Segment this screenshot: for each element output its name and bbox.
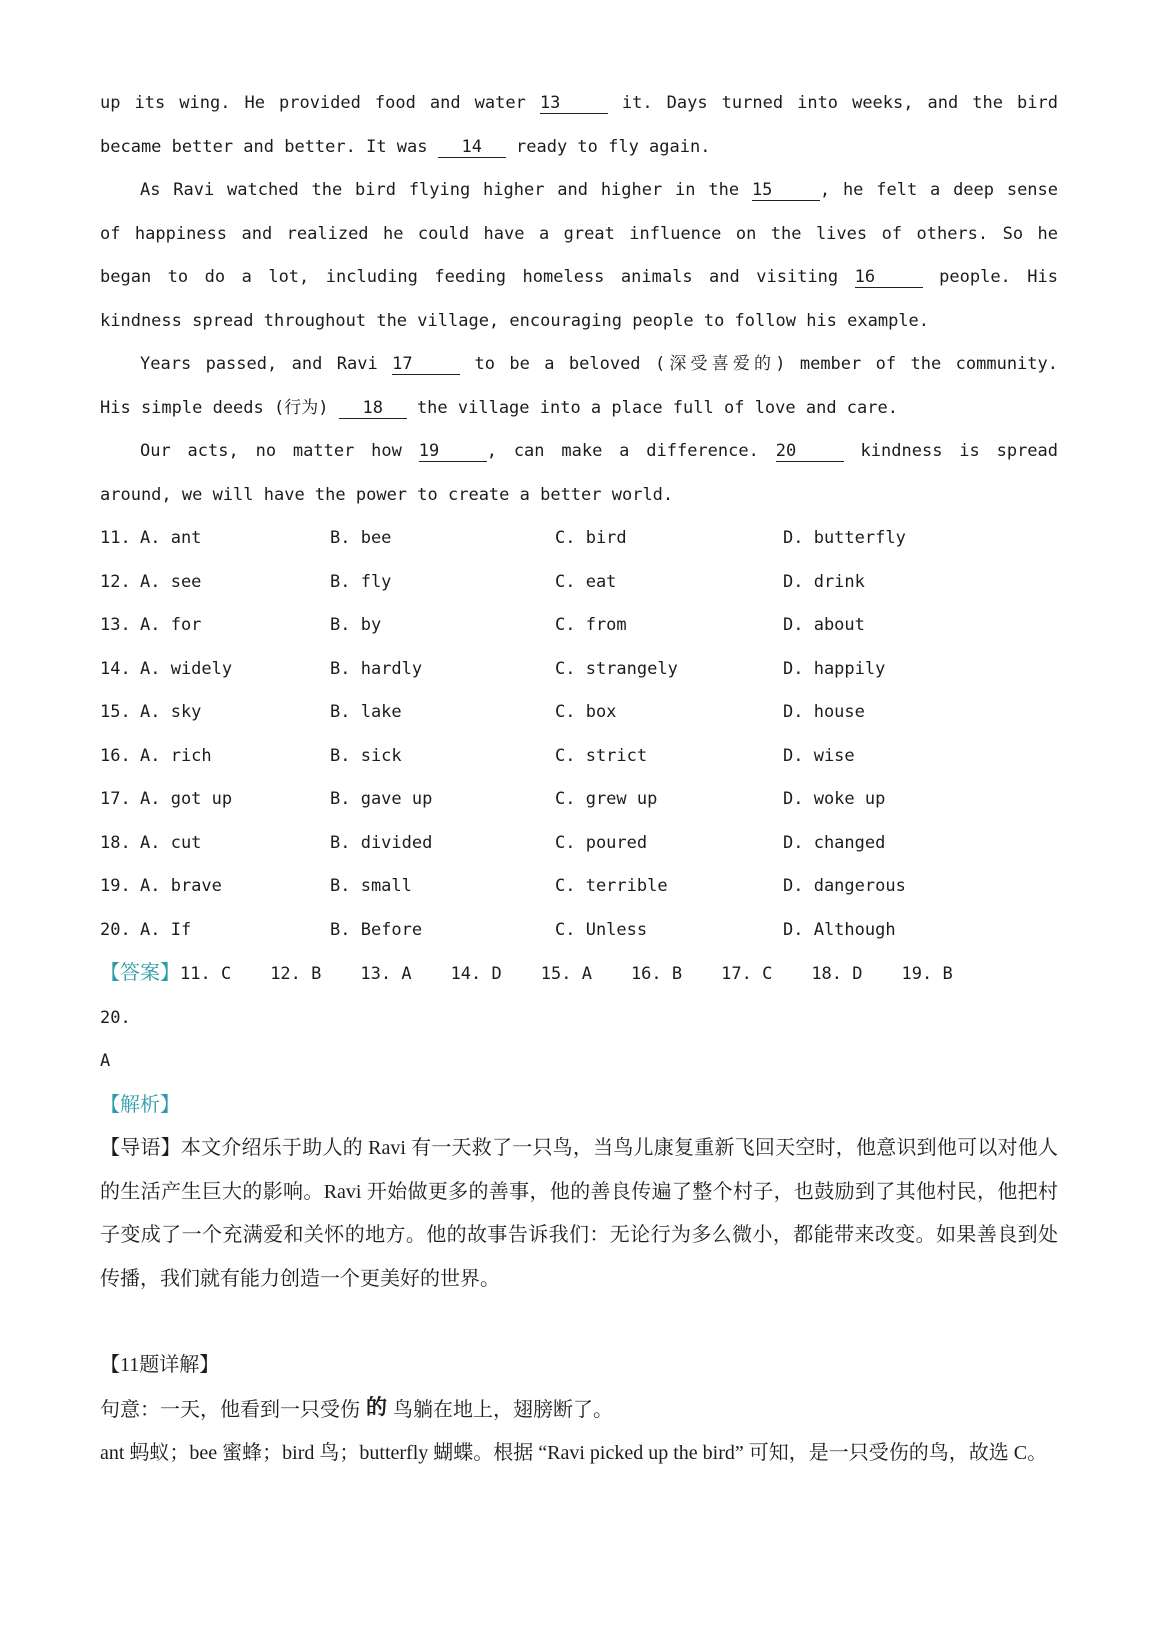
question-number: 15. <box>100 702 131 722</box>
cloze-blank-16: 16 <box>855 267 923 288</box>
option-d: D. butterfly <box>783 528 906 548</box>
answer-item: 12. B <box>270 964 322 984</box>
question-row <box>100 648 1058 692</box>
option-c: C. box <box>555 702 617 722</box>
answer-item: 14. D <box>450 964 502 984</box>
q11-sentence-emphasis: 的 <box>366 1394 387 1419</box>
question-row <box>100 822 1058 866</box>
passage-line: As Ravi watched the bird flying higher and higher in the 15 , he felt a deep sense <box>140 180 1059 200</box>
option-b: B. bee <box>330 528 392 548</box>
option-d: D. dangerous <box>783 876 906 896</box>
passage-line: His simple deeds (行为) 18 the village into a place full of love and care. <box>100 397 898 418</box>
cloze-blank-19: 19 <box>419 441 487 462</box>
answer-item: 13. A <box>360 964 412 984</box>
passage-line: of happiness and realized he could have a great influence on the lives of others. So he <box>100 223 1058 244</box>
question-number: 20. <box>100 919 131 940</box>
option-d: D. Although <box>783 919 896 940</box>
option-a: A. rich <box>140 745 212 766</box>
q11-sentence-suffix: 鸟躺在地上，翅膀断了。 <box>393 1398 613 1421</box>
passage-line: Years passed, and Ravi 17 to be a beloved (深受喜爱的) member of the community. <box>140 354 1058 374</box>
question-row <box>100 778 1058 822</box>
question-number: 18. <box>100 832 131 853</box>
option-b: B. hardly <box>330 658 423 679</box>
option-a: A. ant <box>140 528 202 548</box>
option-a: A. widely <box>140 658 233 679</box>
option-c: C. poured <box>555 832 648 853</box>
option-c: C. grew up <box>555 789 658 809</box>
option-a: A. for <box>140 615 202 635</box>
option-c: C. strangely <box>555 658 678 679</box>
cloze-blank-14: 14 <box>438 137 506 158</box>
cloze-blank-18: 18 <box>339 398 407 419</box>
lead-label: 【导语】 <box>100 1137 181 1159</box>
option-b: B. divided <box>330 832 433 853</box>
passage <box>100 82 1058 517</box>
option-b: B. by <box>330 615 382 635</box>
analysis-label: 【解析】 <box>100 1093 180 1116</box>
option-b: B. lake <box>330 702 402 722</box>
question-row <box>100 909 1058 953</box>
cloze-blank-13: 13 <box>540 93 608 114</box>
question-row <box>100 735 1058 779</box>
question-row <box>100 604 1058 648</box>
option-d: D. about <box>783 615 865 635</box>
answer-item: 16. B <box>630 964 683 984</box>
option-a: A. see <box>140 571 202 592</box>
answer-item: 17. C <box>721 964 773 984</box>
option-a: A. brave <box>140 876 222 896</box>
option-c: C. Unless <box>555 919 648 940</box>
option-d: D. house <box>783 702 865 722</box>
passage-line: kindness spread throughout the village, encouraging people to follow his example. <box>100 310 930 331</box>
question-number: 12. <box>100 571 131 592</box>
question-row <box>100 517 1058 561</box>
answer-items <box>100 964 992 1028</box>
option-b: B. sick <box>330 745 402 766</box>
question-grid <box>100 517 1058 952</box>
question-number: 16. <box>100 745 131 766</box>
lead-text: 本文介绍乐于助人的 Ravi 有一天救了一只鸟，当鸟儿康复重新飞回天空时，他意识到他可以对他人的生活产生巨大的影响。Ravi 开始做更多的善事，他的善良传遍了整个村子，也鼓励到了其他村民，他把村子变成了一个充满爱和关怀的地方。他的故事告诉我们：无论行为多么微小，都能带来改变。如果善良到处传播，我们就有能力创造一个更美好的世界。 <box>100 1137 1058 1290</box>
question-row <box>100 691 1058 735</box>
passage-line: Our acts, no matter how 19 , can make a difference. 20 kindness is spread <box>140 441 1059 461</box>
answer-item: 18. D <box>811 964 863 984</box>
option-b: B. Before <box>330 919 423 940</box>
answer-section <box>100 952 1058 1084</box>
answer-item: 19. B <box>901 964 953 984</box>
option-b: B. fly <box>330 571 392 592</box>
page <box>100 82 1058 1476</box>
answer-label: 【答案】 <box>100 962 180 984</box>
answer-item: 20. <box>100 1007 131 1028</box>
option-b: B. gave up <box>330 789 433 809</box>
option-d: D. woke up <box>783 789 886 809</box>
cloze-blank-15: 15 <box>752 180 820 201</box>
option-d: D. wise <box>783 745 855 766</box>
option-a: A. got up <box>140 789 233 809</box>
lead-paragraph <box>100 1127 1058 1301</box>
option-c: C. from <box>555 615 627 635</box>
cloze-blank-20: 20 <box>776 441 844 462</box>
option-a: A. If <box>140 919 192 940</box>
answer-item: 15. A <box>540 964 592 984</box>
answer-item: 11. C <box>180 964 232 984</box>
option-d: D. changed <box>783 832 886 853</box>
q11-explanation: ant 蚂蚁；bee 蜜蜂；bird 鸟；butterfly 蝴蝶。根据 “Ravi picked up the bird” 可知，是一只受伤的鸟，故选 C。 <box>100 1442 1048 1464</box>
answer-overflow: A <box>100 1051 111 1071</box>
passage-line: became better and better. It was 14 ready to fly again. <box>100 136 711 157</box>
q11-sentence <box>100 1388 1058 1433</box>
option-c: C. eat <box>555 571 617 592</box>
option-a: A. sky <box>140 702 202 722</box>
option-b: B. small <box>330 876 412 896</box>
question-number: 13. <box>100 615 131 635</box>
q11-sentence-prefix: 句意：一天，他看到一只受伤 <box>100 1398 360 1421</box>
option-c: C. terrible <box>555 876 668 896</box>
passage-line: up its wing. He provided food and water 13 it. Days turned into weeks, and the bird <box>100 93 1058 113</box>
question-number: 17. <box>100 789 131 809</box>
option-d: D. happily <box>783 658 886 679</box>
question-number: 19. <box>100 876 131 896</box>
option-c: C. strict <box>555 745 648 766</box>
question-row <box>100 865 1058 909</box>
cloze-blank-17: 17 <box>392 354 460 375</box>
question-number: 14. <box>100 658 131 679</box>
option-d: D. drink <box>783 571 865 592</box>
option-a: A. cut <box>140 832 202 853</box>
question-row <box>100 561 1058 605</box>
q11-detail-label: 【11题详解】 <box>100 1354 220 1376</box>
option-c: C. bird <box>555 528 627 548</box>
passage-line: around, we will have the power to create a better world. <box>100 484 674 505</box>
passage-line: began to do a lot, including feeding homeless animals and visiting 16 people. His <box>100 267 1058 287</box>
question-number: 11. <box>100 528 131 548</box>
